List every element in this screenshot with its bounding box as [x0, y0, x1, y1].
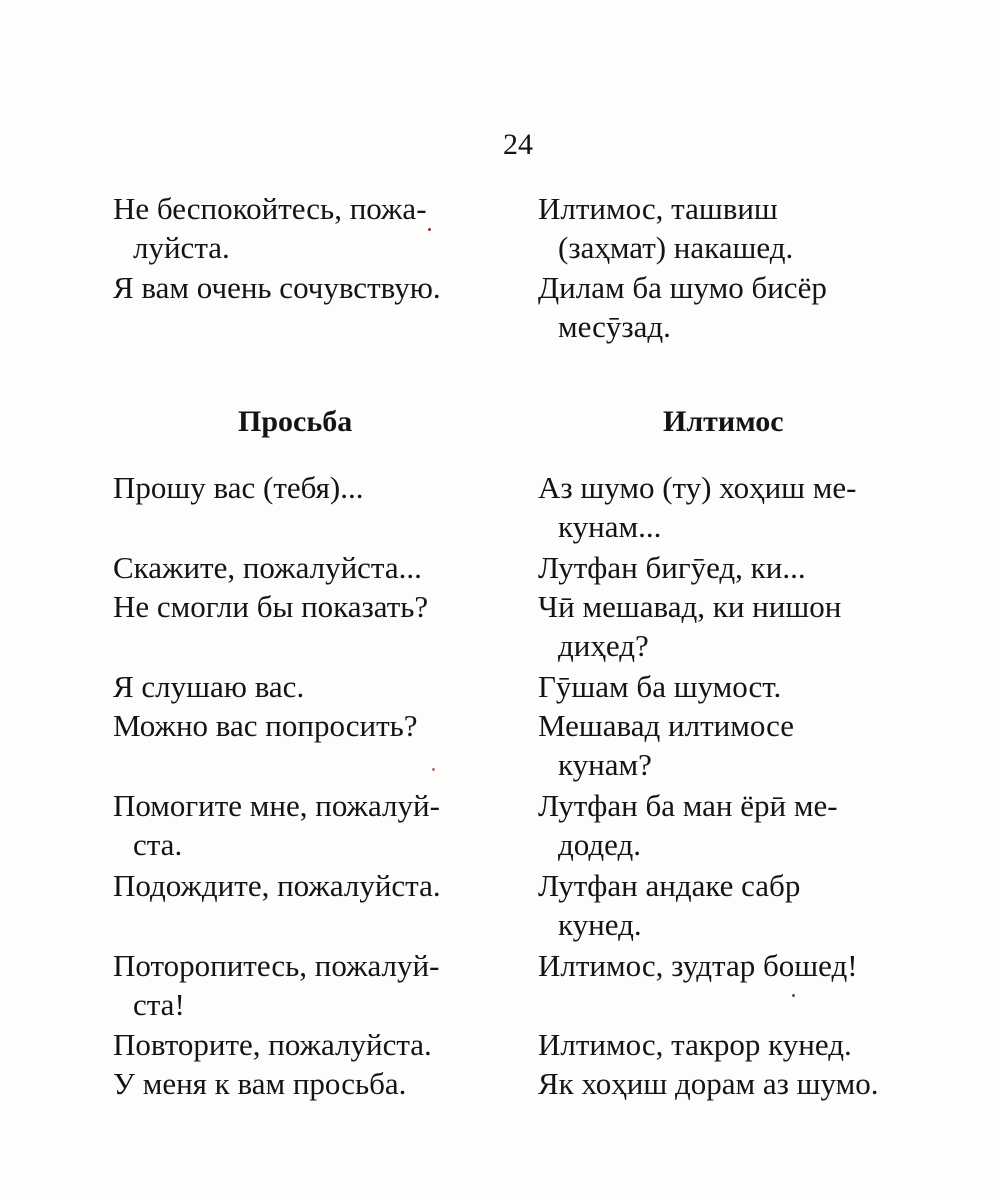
- section-heading-ru: Просьба: [238, 405, 353, 438]
- phrase-tj-6-line-2: додед.: [558, 827, 642, 862]
- phrase-tj-8-line-1: Илтимос, зудтар бошед!: [538, 948, 858, 983]
- intro-tj-1-line-1: Илтимос, ташвиш: [538, 191, 778, 226]
- phrase-tj-7: [538, 866, 958, 944]
- intro-ru-2-line-1: Я вам очень сочувствую.: [113, 270, 441, 305]
- phrase-tj-9-line-1: Илтимос, такрор кунед.: [538, 1027, 852, 1062]
- phrase-tj-4: [538, 667, 958, 706]
- phrase-ru-2-line-1: Скажите, пожалуйста...: [113, 550, 422, 585]
- phrase-ru-8-line-2: ста!: [133, 987, 185, 1022]
- phrase-tj-1-line-1: Аз шумо (ту) хоҳиш ме-: [538, 470, 857, 505]
- phrase-ru-8-line-1: Поторопитесь, пожалуй-: [113, 948, 440, 983]
- intro-tj-1-line-2: (заҳмат) накашед.: [558, 230, 794, 265]
- phrase-ru-6-line-2: ста.: [133, 827, 183, 862]
- phrase-ru-7: [113, 866, 513, 905]
- intro-ru-2: [113, 268, 513, 307]
- phrase-ru-10-line-1: У меня к вам просьба.: [113, 1066, 407, 1101]
- phrase-tj-7-line-1: Лутфан андаке сабр: [538, 868, 801, 903]
- phrase-ru-3-line-1: Не смогли бы показать?: [113, 589, 429, 624]
- intro-ru-1-line-1: Не беспокойтесь, пожа-: [113, 191, 427, 226]
- phrase-ru-3: [113, 587, 513, 626]
- phrase-tj-1: [538, 468, 958, 546]
- phrase-tj-5-line-2: кунам?: [558, 747, 652, 782]
- phrase-ru-6: [113, 786, 513, 864]
- phrase-ru-10: [113, 1064, 513, 1103]
- phrase-tj-3-line-2: диҳед?: [558, 628, 649, 663]
- phrase-tj-9: [538, 1025, 958, 1064]
- scan-speck: [428, 228, 431, 231]
- phrase-ru-9: [113, 1025, 513, 1064]
- scan-speck: [432, 768, 435, 771]
- phrase-tj-1-line-2: кунам...: [558, 509, 662, 544]
- phrase-tj-10-line-1: Як хоҳиш дорам аз шумо.: [538, 1066, 879, 1101]
- intro-tj-1: [538, 189, 958, 267]
- phrase-ru-2: [113, 548, 513, 587]
- phrase-ru-9-line-1: Повторите, пожалуйста.: [113, 1027, 432, 1062]
- phrase-ru-4-line-1: Я слушаю вас.: [113, 669, 305, 704]
- phrase-tj-5: [538, 706, 958, 784]
- phrase-tj-6: [538, 786, 958, 864]
- phrase-tj-2-line-1: Лутфан бигӯед, ки...: [538, 550, 806, 585]
- page-number: 24: [503, 128, 533, 161]
- intro-ru-1-line-2: луйста.: [133, 230, 230, 265]
- phrase-tj-6-line-1: Лутфан ба ман ёрӣ ме-: [538, 788, 838, 823]
- phrase-tj-10: [538, 1064, 958, 1103]
- phrase-tj-8: [538, 946, 958, 985]
- phrase-ru-6-line-1: Помогите мне, пожалуй-: [113, 788, 440, 823]
- intro-tj-2-line-2: месӯзад.: [558, 309, 671, 344]
- phrase-ru-5-line-1: Можно вас попросить?: [113, 708, 418, 743]
- intro-tj-2: [538, 268, 958, 346]
- phrase-ru-4: [113, 667, 513, 706]
- phrase-tj-3: [538, 587, 958, 665]
- phrase-ru-1: [113, 468, 513, 507]
- intro-tj-2-line-1: Дилам ба шумо бисёр: [538, 270, 827, 305]
- phrase-tj-4-line-1: Гӯшам ба шумост.: [538, 669, 782, 704]
- phrase-tj-7-line-2: кунед.: [558, 907, 642, 942]
- section-heading-tj: Илтимос: [663, 405, 784, 438]
- phrase-ru-1-line-1: Прошу вас (тебя)...: [113, 470, 364, 505]
- intro-ru-1: [113, 189, 513, 267]
- phrase-ru-7-line-1: Подождите, пожалуйста.: [113, 868, 441, 903]
- phrase-tj-5-line-1: Мешавад илтимосе: [538, 708, 795, 743]
- phrase-ru-5: [113, 706, 513, 745]
- phrase-tj-3-line-1: Чӣ мешавад, ки нишон: [538, 589, 842, 624]
- phrase-ru-8: [113, 946, 513, 1024]
- phrase-tj-2: [538, 548, 958, 587]
- scan-speck: [792, 994, 795, 997]
